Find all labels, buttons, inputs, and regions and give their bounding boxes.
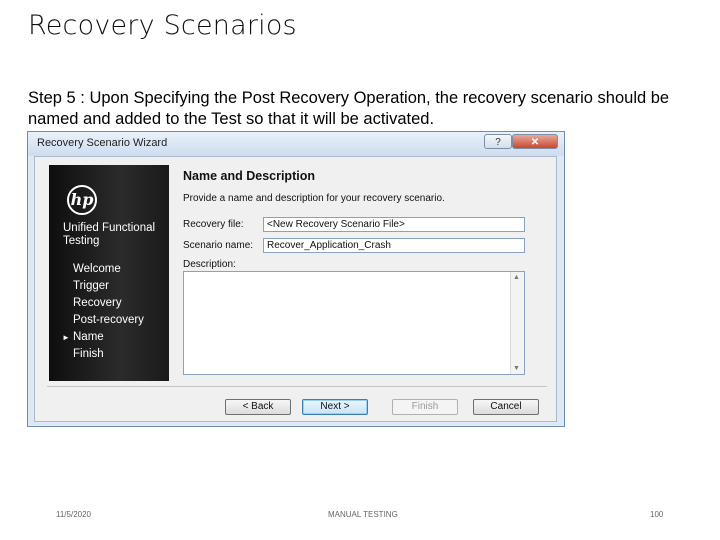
recovery-scenario-wizard-window bbox=[27, 131, 565, 427]
scenario-name-label: Scenario name: bbox=[183, 240, 254, 251]
scroll-up-arrow-icon[interactable]: ▲ bbox=[513, 274, 520, 281]
product-name: Unified Functional Testing bbox=[63, 222, 156, 247]
recovery-file-field[interactable]: <New Recovery Scenario File> bbox=[263, 217, 525, 232]
recovery-file-label: Recovery file: bbox=[183, 219, 244, 230]
current-step-arrow-icon: ► bbox=[62, 333, 70, 342]
wizard-client-area bbox=[34, 156, 557, 422]
step-recovery: Recovery bbox=[73, 297, 122, 309]
finish-button[interactable]: Finish bbox=[392, 399, 458, 415]
step-name-active: ► Name bbox=[49, 329, 169, 346]
step-welcome: Welcome bbox=[73, 263, 121, 275]
next-button[interactable]: Next > bbox=[302, 399, 368, 415]
wizard-steps-panel bbox=[49, 165, 169, 381]
footer-date: 11/5/2020 bbox=[56, 510, 91, 519]
description-textarea[interactable] bbox=[183, 271, 525, 375]
close-button[interactable]: ✕ bbox=[512, 134, 558, 149]
step-finish: Finish bbox=[73, 348, 104, 360]
description-scrollbar[interactable] bbox=[510, 272, 524, 374]
scenario-name-field[interactable]: Recover_Application_Crash bbox=[263, 238, 525, 253]
description-label: Description: bbox=[183, 259, 236, 270]
step-trigger: Trigger bbox=[73, 280, 109, 292]
hp-logo-icon: hp bbox=[67, 185, 97, 215]
wizard-steps-list bbox=[49, 261, 169, 363]
back-button[interactable]: < Back bbox=[225, 399, 291, 415]
button-separator bbox=[47, 386, 547, 387]
page-heading: Name and Description bbox=[183, 169, 315, 183]
page-subtitle: Provide a name and description for your recovery scenario. bbox=[183, 193, 445, 204]
scroll-down-arrow-icon[interactable]: ▼ bbox=[513, 365, 520, 372]
window-titlebar[interactable] bbox=[28, 132, 564, 156]
help-button[interactable]: ? bbox=[484, 134, 512, 149]
slide-body-text: Step 5 : Upon Specifying the Post Recovery Operation, the recovery scenario should be named and added to the Test so that it will be activated. bbox=[28, 89, 670, 128]
cancel-button[interactable]: Cancel bbox=[473, 399, 539, 415]
step-post-recovery: Post-recovery bbox=[73, 314, 144, 326]
window-title: Recovery Scenario Wizard bbox=[37, 137, 168, 149]
slide-title: Recovery Scenarios bbox=[28, 10, 297, 41]
footer-page-number: 100 bbox=[650, 510, 664, 519]
footer-title: MANUAL TESTING bbox=[328, 510, 398, 519]
